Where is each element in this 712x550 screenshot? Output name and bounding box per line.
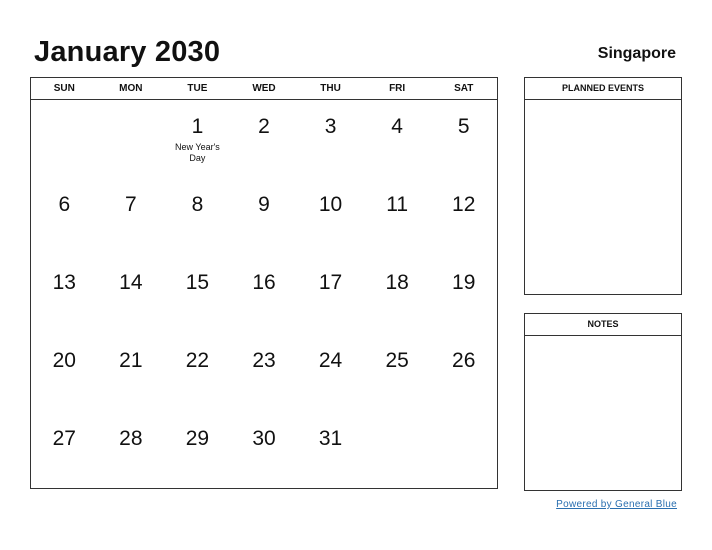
day-number: 1 bbox=[191, 115, 204, 138]
day-cell bbox=[98, 334, 165, 412]
day-number: 11 bbox=[386, 193, 409, 216]
day-cell bbox=[98, 100, 165, 178]
day-number: 31 bbox=[318, 427, 343, 450]
day-cell bbox=[364, 334, 431, 412]
day-number: 23 bbox=[252, 349, 276, 372]
weekday-sun: SUN bbox=[53, 83, 75, 94]
day-number: 7 bbox=[125, 193, 137, 216]
day-cell bbox=[231, 100, 298, 178]
day-cell bbox=[430, 100, 497, 178]
weekday-tue: TUE bbox=[187, 83, 208, 94]
notes-panel bbox=[524, 313, 682, 491]
planned-events-heading: PLANNED EVENTS bbox=[525, 78, 681, 100]
day-cell bbox=[297, 178, 364, 256]
day-number: 19 bbox=[452, 271, 476, 294]
day-cell bbox=[31, 178, 98, 256]
day-cell bbox=[430, 256, 497, 334]
day-cell bbox=[364, 256, 431, 334]
weekday-mon: MON bbox=[119, 83, 143, 94]
page-title: January 2030 bbox=[34, 36, 221, 68]
region-label: Singapore bbox=[597, 45, 676, 62]
powered-by-link[interactable]: Powered by General Blue bbox=[556, 499, 677, 510]
planned-events-panel bbox=[524, 77, 682, 295]
day-number: 20 bbox=[52, 349, 76, 372]
calendar-grid bbox=[30, 77, 498, 489]
notes-heading: NOTES bbox=[525, 314, 681, 336]
day-cell bbox=[430, 412, 497, 490]
day-number: 30 bbox=[252, 427, 276, 450]
day-number: 5 bbox=[457, 115, 470, 138]
day-cell bbox=[231, 412, 298, 490]
day-number bbox=[98, 100, 165, 115]
day-number bbox=[31, 100, 98, 115]
day-cell bbox=[164, 100, 231, 178]
day-number: 9 bbox=[258, 193, 270, 216]
day-cell bbox=[297, 100, 364, 178]
day-number bbox=[364, 412, 431, 427]
day-number: 13 bbox=[52, 271, 76, 294]
day-cell bbox=[364, 178, 431, 256]
day-cell bbox=[297, 334, 364, 412]
day-cell bbox=[164, 334, 231, 412]
day-number: 25 bbox=[385, 349, 409, 372]
day-number: 8 bbox=[191, 193, 204, 216]
day-cell bbox=[31, 256, 98, 334]
weekday-fri: FRI bbox=[389, 83, 406, 94]
day-cell bbox=[430, 178, 497, 256]
day-cell bbox=[164, 412, 231, 490]
day-number: 16 bbox=[252, 271, 276, 294]
day-number bbox=[430, 412, 497, 427]
day-cell bbox=[98, 412, 165, 490]
day-number: 10 bbox=[318, 193, 343, 216]
day-cell bbox=[231, 178, 298, 256]
weekday-thu: THU bbox=[320, 83, 341, 94]
weekday-header-row bbox=[31, 78, 497, 100]
day-number: 15 bbox=[185, 271, 210, 294]
day-number: 18 bbox=[385, 271, 409, 294]
weekday-sat: SAT bbox=[454, 83, 474, 94]
calendar-days bbox=[31, 100, 497, 490]
day-number: 26 bbox=[452, 349, 476, 372]
day-number: 4 bbox=[391, 115, 403, 138]
day-number: 14 bbox=[119, 271, 143, 294]
day-number: 2 bbox=[258, 115, 270, 138]
day-cell bbox=[98, 178, 165, 256]
day-number: 28 bbox=[119, 427, 143, 450]
day-cell bbox=[430, 334, 497, 412]
day-cell bbox=[31, 334, 98, 412]
day-cell bbox=[31, 100, 98, 178]
day-cell bbox=[98, 256, 165, 334]
day-cell bbox=[164, 256, 231, 334]
day-cell bbox=[31, 412, 98, 490]
day-cell bbox=[231, 256, 298, 334]
day-number: 27 bbox=[52, 427, 76, 450]
day-cell bbox=[231, 334, 298, 412]
holiday-label: New Year's Day bbox=[175, 142, 220, 163]
day-number: 17 bbox=[318, 271, 343, 294]
day-cell bbox=[297, 256, 364, 334]
day-number: 6 bbox=[58, 193, 71, 216]
day-cell bbox=[164, 178, 231, 256]
day-cell bbox=[364, 412, 431, 490]
day-number: 29 bbox=[185, 427, 210, 450]
weekday-wed: WED bbox=[252, 83, 276, 94]
day-number: 12 bbox=[452, 193, 476, 216]
day-number: 21 bbox=[119, 349, 143, 372]
day-number: 3 bbox=[324, 115, 337, 138]
day-number: 22 bbox=[185, 349, 210, 372]
day-number: 24 bbox=[318, 349, 343, 372]
day-cell bbox=[297, 412, 364, 490]
day-cell bbox=[364, 100, 431, 178]
